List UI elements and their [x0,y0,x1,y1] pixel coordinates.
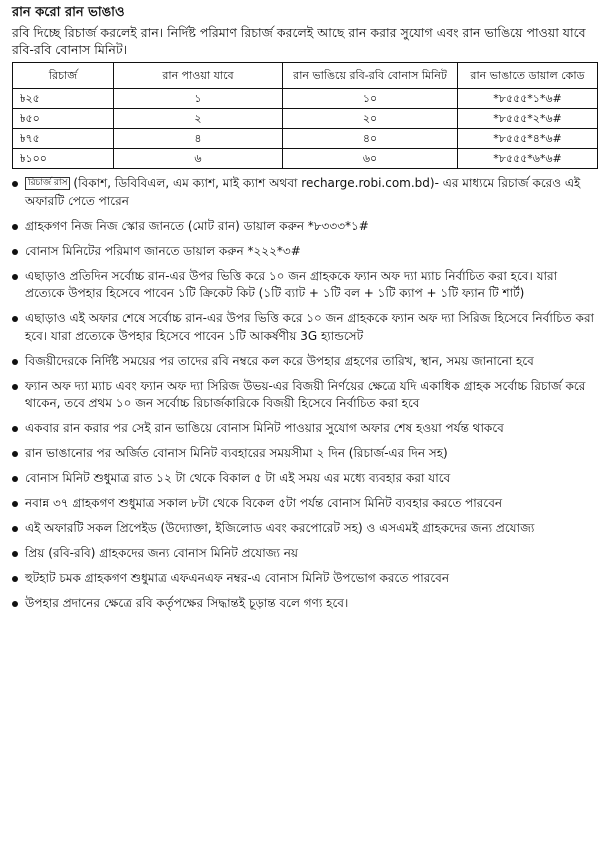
header-runs: রান পাওয়া যাবে [114,63,283,89]
intro-paragraph: রবি দিচ্ছে রিচার্জ করলেই রান। নির্দিষ্ট পরিমাণ রিচার্জ করলেই আছে রান করার সুযোগ এবং রান ভাঙিয়ে পাওয়া যাবে রবি-রবি বোনাস মিনিট। [12,25,586,57]
list-item-text: বোনাস মিনিটের পরিমাণ জানতে ডায়াল করুন *২২২*৩# [25,243,301,258]
cell-recharge: ৳১০০ [13,149,114,169]
table-row [13,89,598,109]
bullet-icon [12,249,18,255]
list-item-text: বিজয়ীদেরকে নির্দিষ্ট সময়ের পর তাদের রবি নম্বরে কল করে উপহার গ্রহণের তারিখ, স্থান, সময় জানানো হবে [25,353,534,368]
bullet-icon [12,384,18,390]
cell-bonus-minutes: ১০ [283,89,458,109]
header-dial-code: রান ভাঙাতে ডায়াল কোড [458,63,598,89]
cell-runs: ৬ [114,149,283,169]
cell-dial-code: *৮৫৫৫*২*৬# [458,109,598,129]
cell-recharge: ৳৫০ [13,109,114,129]
list-item-text: বোনাস মিনিট শুধুমাত্র রাত ১২ টা থেকে বিকাল ৫ টা এই সময় এর মধ্যে ব্যবহার করা যাবে [25,471,451,485]
bullet-icon [12,181,18,187]
bullet-icon [12,551,18,557]
table-row [13,109,598,129]
header-recharge: রিচার্জ [13,63,114,89]
list-item [12,470,597,488]
list-item [12,268,597,303]
cell-bonus-minutes: ৪০ [283,129,458,149]
cell-bonus-minutes: ৬০ [283,149,458,169]
recharge-logo: রিচার্জ রাস [25,177,70,190]
list-item [12,595,597,613]
recharge-table [12,62,598,169]
list-item [12,175,597,210]
list-item-text: এই অফারটি সকল প্রিপেইড (উদ্যোক্তা, ইজিলোড এবং করপোরেট সহ) ও এসএমই গ্রাহকদের জন্য প্রযোজ্য [25,521,535,535]
list-item [12,570,597,588]
cell-runs: ১ [114,89,283,109]
page-title: রান করো রান ভাঙাও [12,5,125,20]
cell-recharge: ৳২৫ [13,89,114,109]
bullet-icon [12,526,18,532]
list-item [12,520,597,538]
cell-runs: ৪ [114,129,283,149]
header-bonus-minutes: রান ভাঙিয়ে রবি-রবি বোনাস মিনিট [283,63,458,89]
bullet-icon [12,476,18,482]
list-item-text: নবান্ন ৩৭ গ্রাহকগণ শুধুমাত্র সকাল ৮টা থেকে বিকেল ৫টা পর্যন্ত বোনাস মিনিট ব্যবহার করতে পারবেন [25,496,503,510]
cell-dial-code: *৮৫৫৫*৪*৬# [458,129,598,149]
list-item-text: এছাড়াও এই অফার শেষে সর্বোচ্চ রান-এর উপর ভিত্তি করে ১০ জন গ্রাহককে ফ্যান অফ দ্যা সিরিজ হিসেবে নির্বাচিত করা হবে। যারা প্রত্যেকে উপহার হিসেবে পাবেন ১টি আকর্ষণীয় 3G হ্যান্ডসেট [25,311,595,343]
cell-recharge: ৳৭৫ [13,129,114,149]
list-item [12,243,597,261]
terms-list [12,175,597,613]
list-item-text: হুটহাট চমক গ্রাহকগণ শুধুমাত্র এফএনএফ নম্বর-এ বোনাস মিনিট উপভোগ করতে পারবেন [25,571,450,585]
list-item [12,495,597,513]
bullet-icon [12,316,18,322]
cell-runs: ২ [114,109,283,129]
list-item [12,310,597,345]
list-item-text: (বিকাশ, ডিবিবিএল, এম ক্যাশ, মাই ক্যাশ অথবা recharge.robi.com.bd)- এর মাধ্যমে রিচার্জ করেও এই অফারটি পেতে পারেন [25,176,581,208]
list-item-text: এছাড়াও প্রতিদিন সর্বোচ্চ রান-এর উপর ভিত্তি করে ১০ জন গ্রাহককে ফ্যান অফ দ্যা ম্যাচ নির্বাচিত করা হবে। যারা প্রত্যেকে উপহার হিসেবে পাবেন ১টি ক্রিকেট কিট (১টি ব্যাট + ১টি বল + ১টি ক্যাপ + ১টি ফ্যান টি শার্ট) [25,268,558,300]
list-item-text: একবার রান করার পর সেই রান ভাঙিয়ে বোনাস মিনিট পাওয়ার সুযোগ অফার শেষ হওয়া পর্যন্ত থাকবে [25,421,504,435]
list-item [12,420,597,438]
table-row [13,149,598,169]
list-item-text: ফ্যান অফ দ্যা ম্যাচ এবং ফ্যান অফ দ্যা সিরিজ উভয়-এর বিজয়ী নির্ণয়ের ক্ষেত্রে যদি একাধিক গ্রাহক সর্বোচ্চ রিচার্জ করে থাকেন, তবে প্রথম ১০ জন সর্বোচ্চ রিচার্জকারিকে বিজয়ী হিসেবে নির্বাচিত করা হবে [25,378,586,410]
bullet-icon [12,501,18,507]
list-item-text: উপহার প্রদানের ক্ষেত্রে রবি কর্তৃপক্ষের সিদ্ধান্তই চূড়ান্ত বলে গণ্য হবে। [25,596,349,610]
list-item [12,445,597,463]
table-row [13,129,598,149]
bullet-icon [12,359,18,365]
bullet-icon [12,426,18,432]
list-item [12,218,597,236]
cell-dial-code: *৮৫৫৫*১*৬# [458,89,598,109]
list-item-text: গ্রাহকগণ নিজ নিজ স্কোর জানতে (মোট রান) ডায়াল করুন *৮৩৩৩*১# [25,218,369,233]
list-item [12,545,597,563]
table-header-row [13,63,598,89]
bullet-icon [12,576,18,582]
cell-bonus-minutes: ২০ [283,109,458,129]
list-item [12,378,597,413]
bullet-icon [12,274,18,280]
bullet-icon [12,451,18,457]
list-item-text: রান ভাঙানোর পর অর্জিত বোনাস মিনিট ব্যবহারের সময়সীমা ২ দিন (রিচার্জ-এর দিন সহ) [25,446,448,460]
bullet-icon [12,224,18,230]
cell-dial-code: *৮৫৫৫*৬*৬# [458,149,598,169]
list-item-text: প্রিয় (রবি-রবি) গ্রাহকদের জন্য বোনাস মিনিট প্রযোজ্য নয় [25,546,298,560]
bullet-icon [12,601,18,607]
list-item [12,353,597,371]
